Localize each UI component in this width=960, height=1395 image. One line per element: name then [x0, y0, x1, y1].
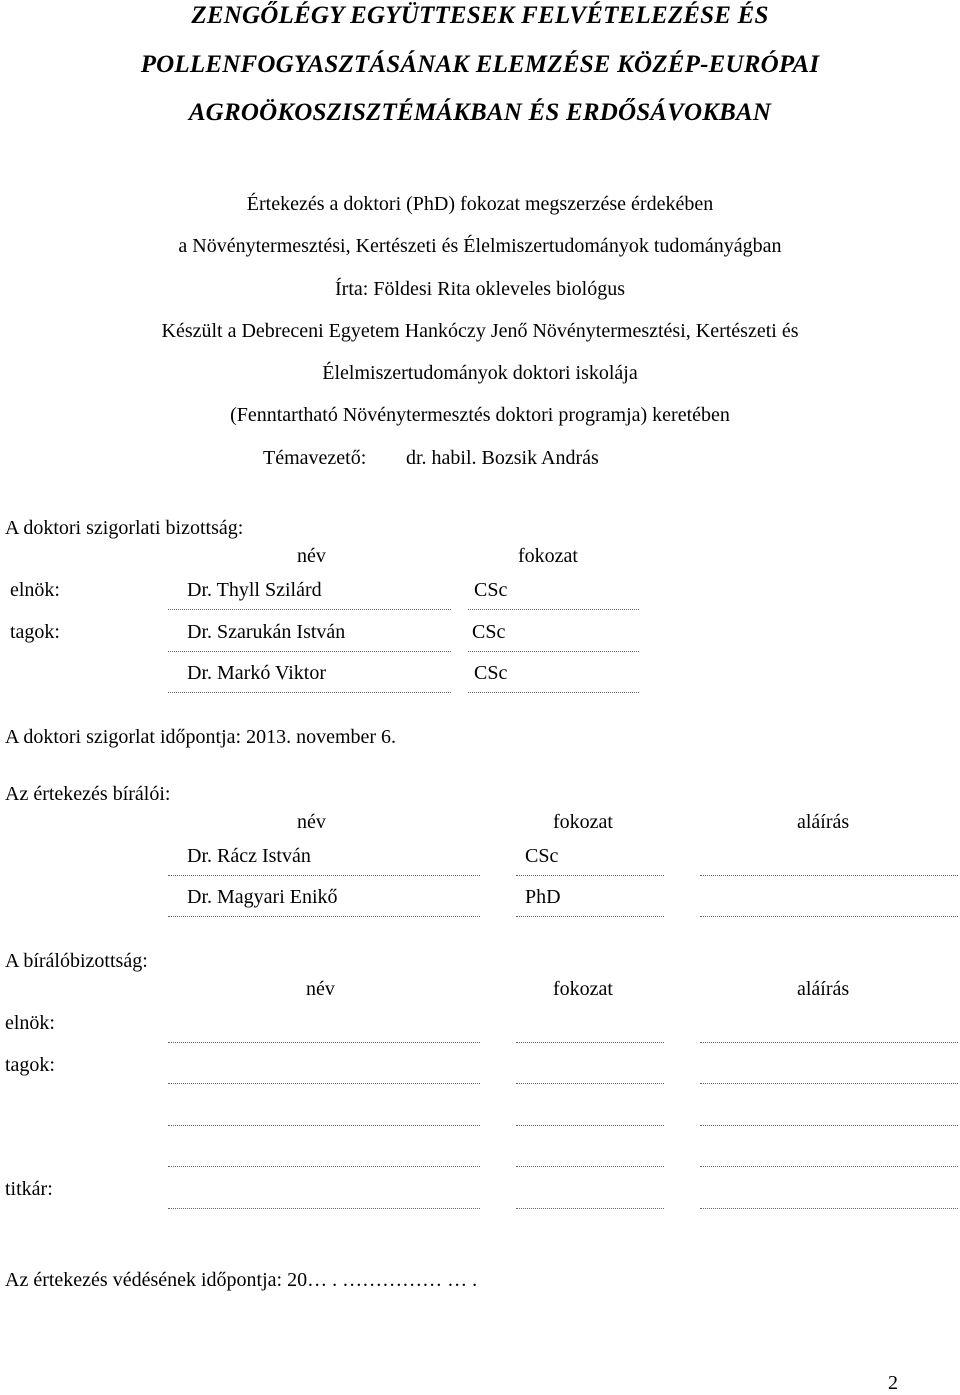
committee-member-1-degree-line — [468, 651, 639, 652]
committee-chair-name-line — [168, 609, 451, 610]
committee-col-degree: fokozat — [518, 545, 578, 567]
committee-heading: A doktori szigorlati bizottság: — [5, 517, 244, 539]
review-board-heading: A bírálóbizottság: — [5, 950, 148, 972]
committee-chair-degree: CSc — [474, 579, 508, 601]
review-board-member-1-signature-line — [700, 1083, 958, 1084]
reviewer-1-signature-line — [700, 875, 958, 876]
intro-line-2: a Növénytermesztési, Kertészeti és Élelmiszertudományok tudományágban — [178, 235, 782, 257]
committee-member-2-name-line — [168, 692, 451, 693]
dissertation-title-line-3: AGROÖKOSZISZTÉMÁKBAN ÉS ERDŐSÁVOKBAN — [188, 99, 772, 126]
reviewer-2-degree: PhD — [525, 886, 561, 908]
dissertation-title-line-2: POLLENFOGYASZTÁSÁNAK ELEMZÉSE KÖZÉP-EURÓPAI — [140, 51, 820, 78]
dissertation-title-line-1: ZENGŐLÉGY EGYÜTTESEK FELVÉTELEZÉSE ÉS — [191, 2, 769, 29]
review-board-chair-name-line — [168, 1042, 480, 1043]
committee-member-2-degree: CSc — [474, 662, 508, 684]
committee-member-2-name: Dr. Markó Viktor — [187, 662, 326, 684]
review-board-member-3-name-line — [168, 1166, 480, 1167]
review-board-chair-label: elnök: — [5, 1012, 55, 1034]
committee-member-1-name: Dr. Szarukán István — [187, 621, 346, 643]
review-board-member-2-signature-line — [700, 1125, 958, 1126]
reviewer-1-name: Dr. Rácz István — [187, 845, 311, 867]
review-board-member-1-name-line — [168, 1083, 480, 1084]
review-board-secretary-name-line — [168, 1208, 480, 1209]
committee-chair-name: Dr. Thyll Szilárd — [187, 579, 322, 601]
review-board-member-1-degree-line — [516, 1083, 664, 1084]
supervisor-name: dr. habil. Bozsik András — [406, 447, 599, 469]
review-board-member-3-signature-line — [700, 1166, 958, 1167]
committee-member-1-name-line — [168, 651, 451, 652]
reviewer-2-name: Dr. Magyari Enikő — [187, 886, 338, 908]
intro-line-1: Értekezés a doktori (PhD) fokozat megszerzése érdekében — [246, 193, 714, 215]
review-board-chair-degree-line — [516, 1042, 664, 1043]
intro-line-4: Készült a Debreceni Egyetem Hankóczy Jenő Növénytermesztési, Kertészeti és — [161, 320, 799, 342]
review-board-members-label: tagok: — [5, 1054, 55, 1076]
reviewer-1-degree-line — [516, 875, 664, 876]
committee-member-1-degree: CSc — [472, 621, 506, 643]
review-board-member-3-degree-line — [516, 1166, 664, 1167]
review-board-member-2-degree-line — [516, 1125, 664, 1126]
committee-col-name: név — [297, 545, 326, 567]
reviewers-col-signature: aláírás — [797, 811, 850, 833]
review-board-col-name: név — [306, 978, 335, 1000]
reviewers-heading: Az értekezés bírálói: — [5, 783, 171, 805]
reviewer-1-name-line — [168, 875, 480, 876]
review-board-col-signature: aláírás — [797, 978, 850, 1000]
intro-line-6: (Fenntartható Növénytermesztés doktori programja) keretében — [230, 404, 730, 426]
review-board-col-degree: fokozat — [553, 978, 613, 1000]
reviewer-2-name-line — [168, 916, 480, 917]
reviewer-2-degree-line — [516, 916, 664, 917]
committee-chair-label: elnök: — [10, 579, 60, 601]
supervisor-label: Témavezető: — [263, 447, 367, 469]
review-board-secretary-signature-line — [700, 1208, 958, 1209]
reviewer-1-degree: CSc — [525, 845, 559, 867]
page-number: 2 — [888, 1372, 898, 1394]
intro-line-5: Élelmiszertudományok doktori iskolája — [322, 362, 638, 384]
committee-chair-degree-line — [468, 609, 639, 610]
committee-members-label: tagok: — [10, 621, 60, 643]
review-board-member-2-name-line — [168, 1125, 480, 1126]
author-line: Írta: Földesi Rita okleveles biológus — [335, 278, 625, 300]
review-board-chair-signature-line — [700, 1042, 958, 1043]
committee-member-2-degree-line — [468, 692, 639, 693]
reviewers-col-degree: fokozat — [553, 811, 613, 833]
defense-date: Az értekezés védésének időpontja: 20… . …………… … . — [5, 1269, 478, 1291]
exam-date: A doktori szigorlat időpontja: 2013. november 6. — [5, 726, 397, 748]
reviewers-col-name: név — [297, 811, 326, 833]
reviewer-2-signature-line — [700, 916, 958, 917]
review-board-secretary-label: titkár: — [5, 1178, 53, 1200]
review-board-secretary-degree-line — [516, 1208, 664, 1209]
